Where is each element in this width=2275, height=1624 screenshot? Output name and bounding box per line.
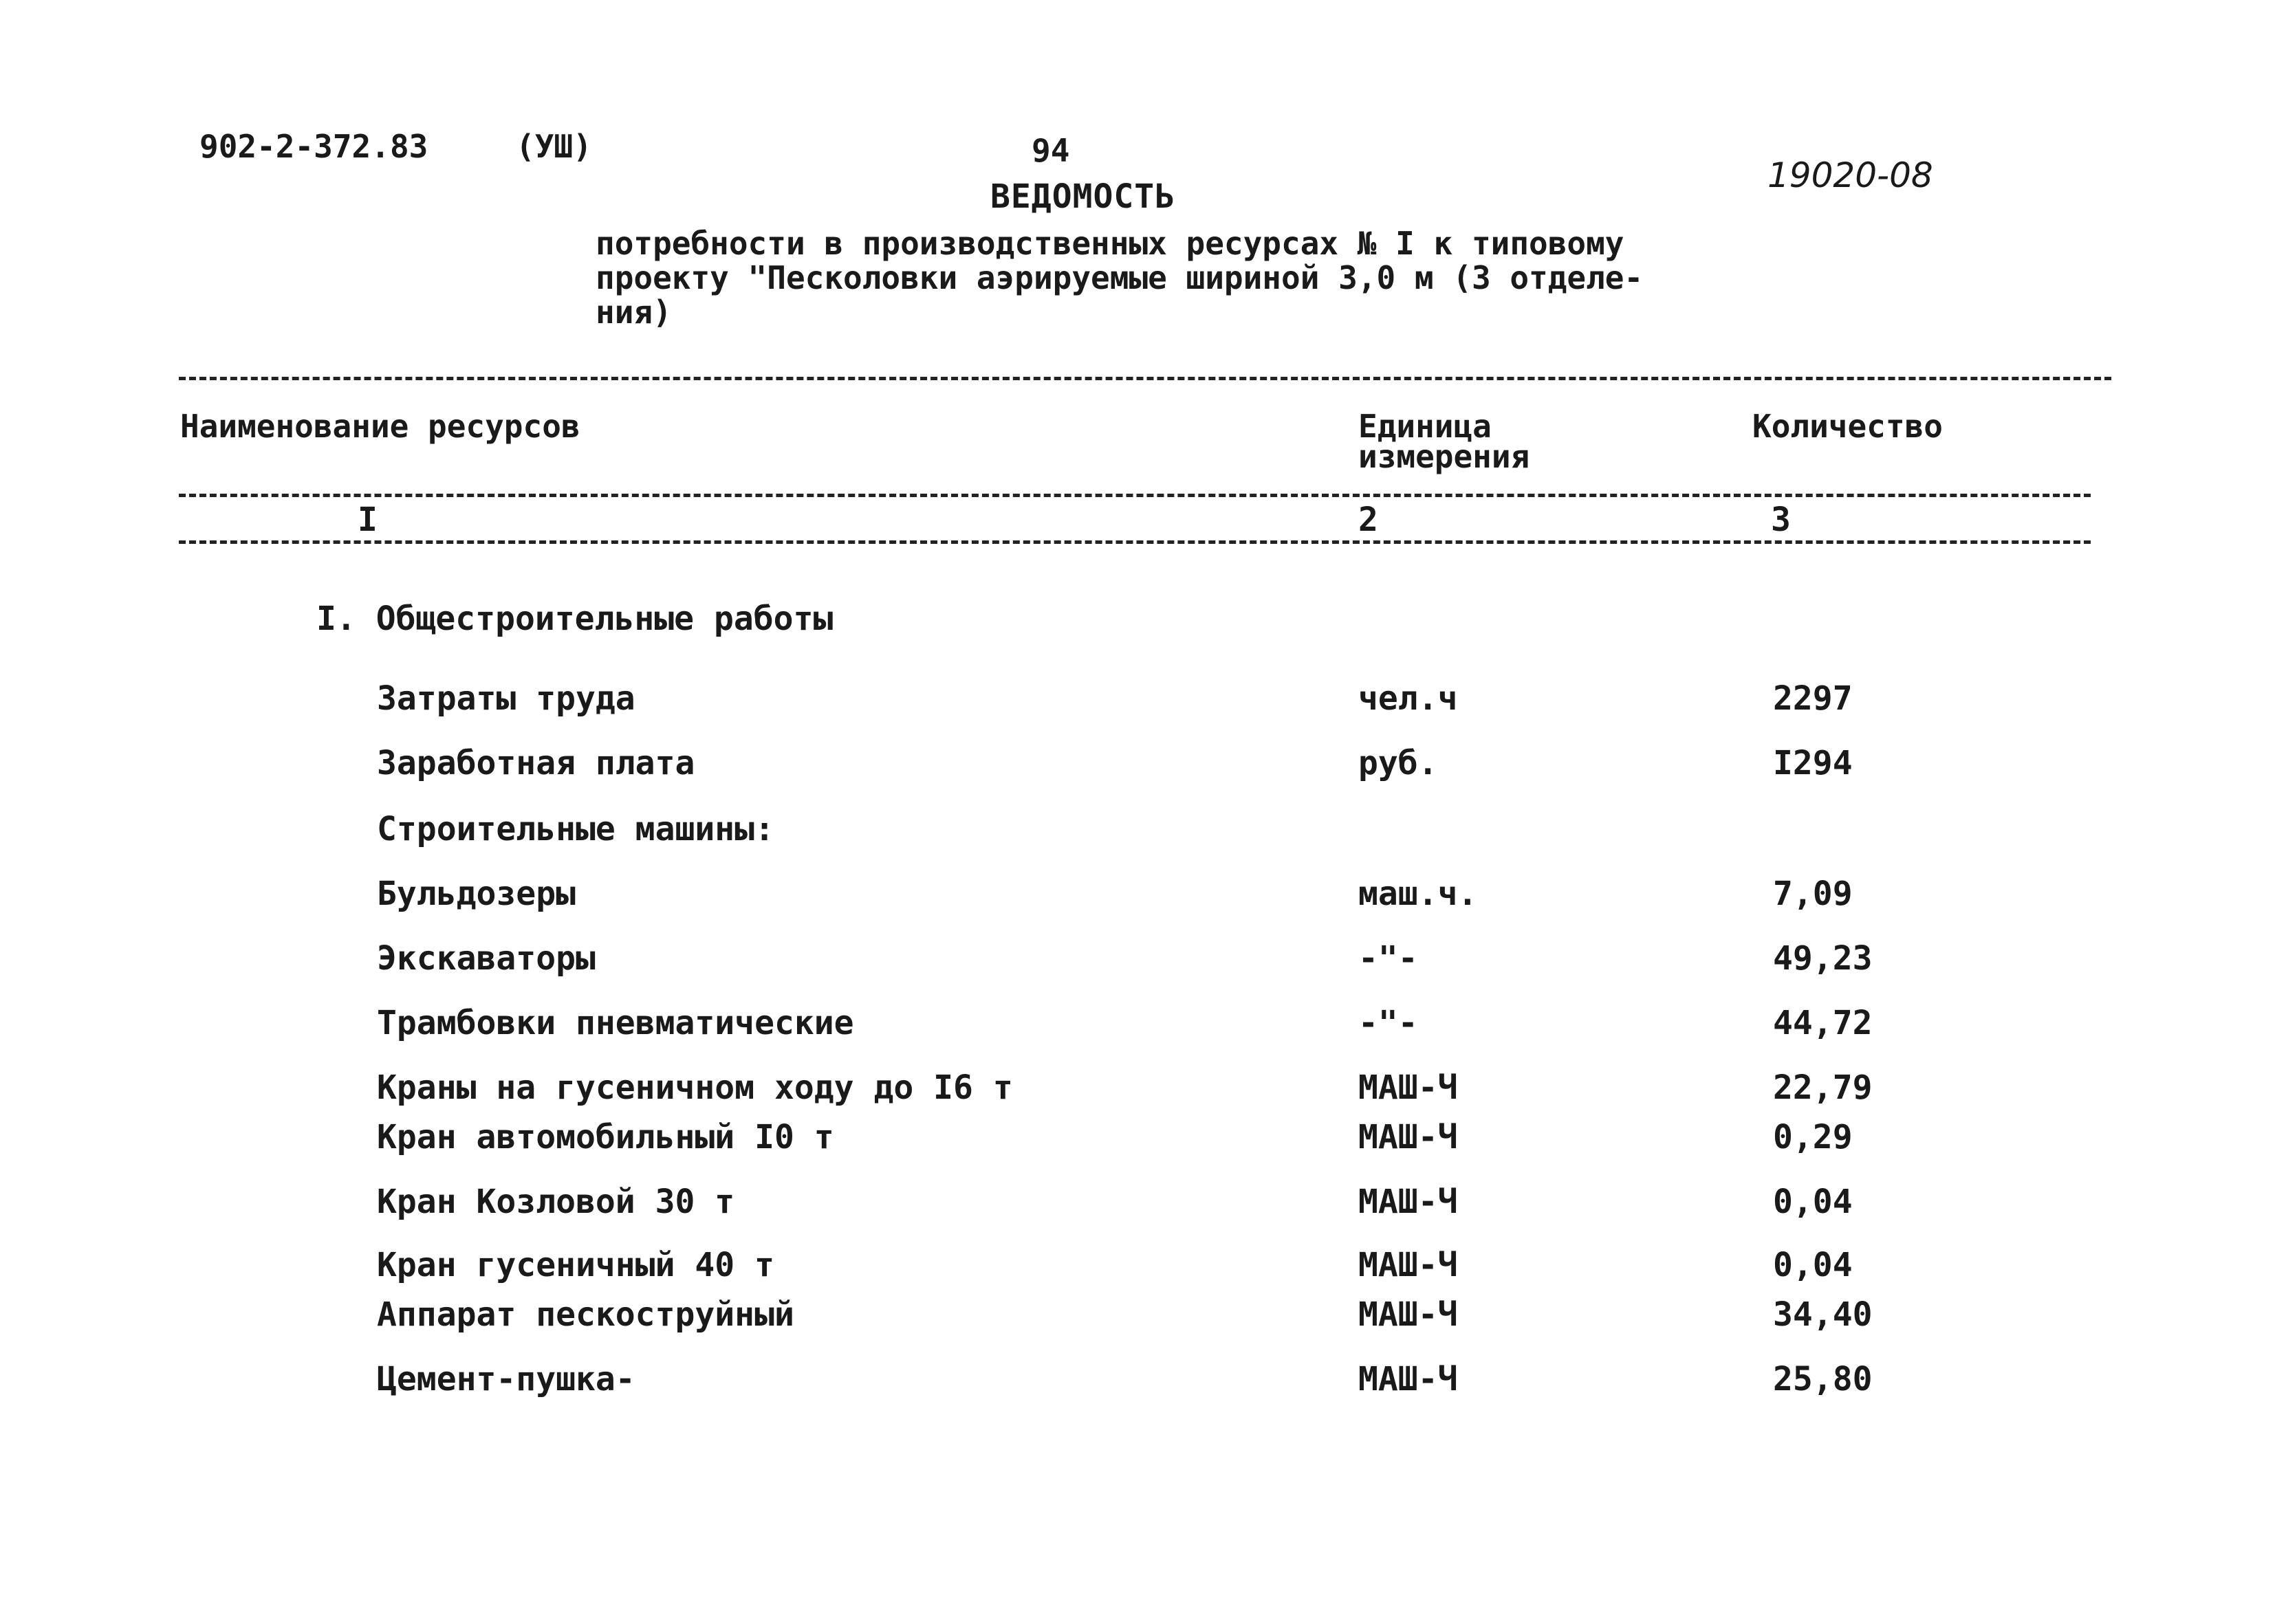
row-quantity: 7,09 xyxy=(1773,875,1853,913)
document-code: 902-2-372.83 xyxy=(199,128,428,165)
row-quantity: 22,79 xyxy=(1773,1068,1873,1107)
row-quantity: 0,04 xyxy=(1773,1246,1853,1284)
document-title: ВЕДОМОСТЬ xyxy=(990,177,1176,216)
row-name: Трамбовки пневматические xyxy=(377,1004,854,1042)
row-unit: МАШ-Ч xyxy=(1358,1118,1458,1156)
row-quantity: I294 xyxy=(1773,744,1853,782)
row-name: Строительные машины: xyxy=(377,810,774,848)
row-name: Заработная плата xyxy=(377,744,695,782)
section-heading: I. Общестроительные работы xyxy=(316,600,834,638)
subtitle-line-3: ния) xyxy=(596,294,672,331)
archive-number: 19020-08 xyxy=(1767,155,1933,195)
row-quantity: 34,40 xyxy=(1773,1295,1873,1334)
row-name: Затраты труда xyxy=(377,679,635,718)
row-unit: МАШ-Ч xyxy=(1358,1295,1458,1334)
table-top-rule xyxy=(179,377,2111,380)
row-quantity: 25,80 xyxy=(1773,1360,1873,1398)
subtitle-line-2: проекту "Песколовки аэрируемые шириной 3,0 м (3 отделе- xyxy=(596,259,1644,296)
row-name: Кран автомобильный I0 т xyxy=(377,1118,834,1156)
row-name: Бульдозеры xyxy=(377,875,576,913)
row-unit: маш.ч. xyxy=(1358,875,1478,913)
row-quantity: 44,72 xyxy=(1773,1004,1873,1042)
volume-label: (УШ) xyxy=(516,128,592,165)
row-quantity: 0,29 xyxy=(1773,1118,1853,1156)
column-index-3: 3 xyxy=(1771,501,1791,539)
row-name: Кран гусеничный 40 т xyxy=(377,1246,774,1284)
row-quantity: 49,23 xyxy=(1773,939,1873,978)
row-unit: МАШ-Ч xyxy=(1358,1183,1458,1221)
column-header-unit-line1: Единица xyxy=(1358,408,1492,445)
row-quantity: 2297 xyxy=(1773,679,1853,718)
row-name: Цемент-пушка- xyxy=(377,1360,635,1398)
column-header-name: Наименование ресурсов xyxy=(180,408,580,445)
row-unit: чел.ч xyxy=(1358,679,1458,718)
subtitle-line-1: потребности в производственных ресурсах № I к типовому xyxy=(596,225,1624,262)
index-bottom-rule xyxy=(179,540,2091,544)
header-bottom-rule xyxy=(179,494,2091,497)
row-unit: МАШ-Ч xyxy=(1358,1068,1458,1107)
row-name: Кран Козловой 30 т xyxy=(377,1183,735,1221)
row-unit: -"- xyxy=(1358,939,1418,978)
row-unit: руб. xyxy=(1358,744,1438,782)
page-number: 94 xyxy=(1032,132,1070,169)
column-header-unit-line2: измерения xyxy=(1358,438,1530,475)
column-header-quantity: Количество xyxy=(1752,408,1943,445)
column-index-2: 2 xyxy=(1358,501,1378,539)
column-index-1: I xyxy=(358,501,378,539)
row-name: Краны на гусеничном ходу до I6 т xyxy=(377,1068,1013,1107)
row-unit: -"- xyxy=(1358,1004,1418,1042)
row-quantity: 0,04 xyxy=(1773,1183,1853,1221)
row-name: Аппарат пескоструйный xyxy=(377,1295,794,1334)
row-unit: МАШ-Ч xyxy=(1358,1360,1458,1398)
row-unit: МАШ-Ч xyxy=(1358,1246,1458,1284)
row-name: Экскаваторы xyxy=(377,939,596,978)
